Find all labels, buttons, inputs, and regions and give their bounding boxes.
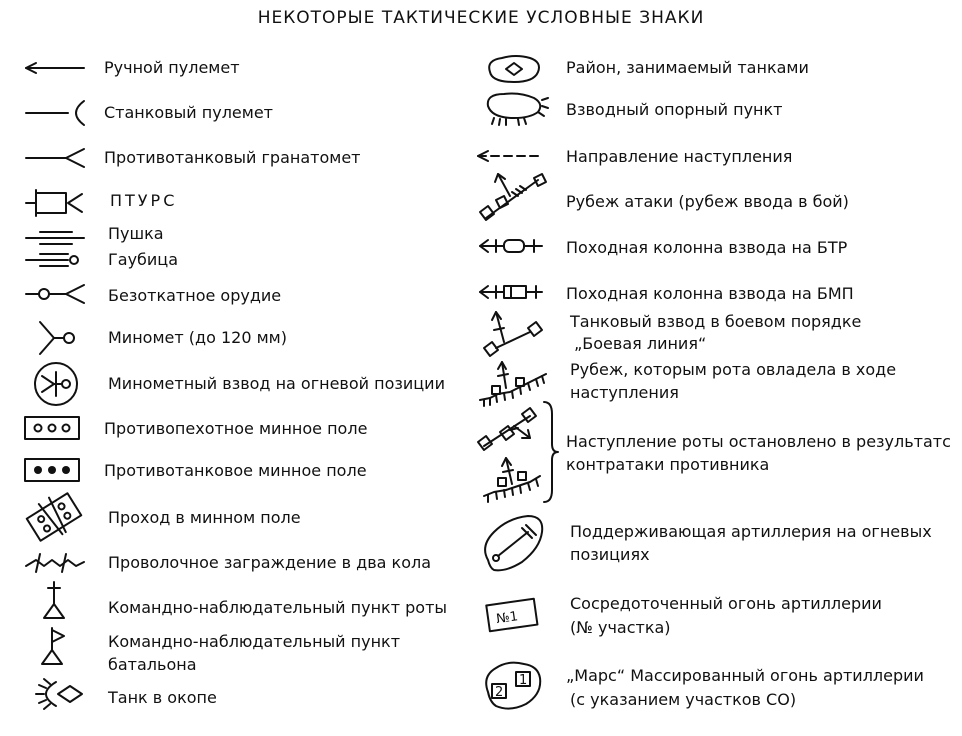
halted-advance-icon xyxy=(474,400,564,506)
bmp-column-icon xyxy=(478,282,546,302)
label-tank-area: Район, занимаемый танками xyxy=(566,58,809,77)
wire-obstacle-icon xyxy=(22,550,88,576)
minefield-passage-icon xyxy=(22,490,86,544)
platoon-strongpoint-icon xyxy=(480,88,552,128)
label-atgm: ПТУРС xyxy=(110,191,178,210)
label-attack-line: Рубеж атаки (рубеж ввода в бой) xyxy=(566,192,849,211)
mortar-platoon-icon xyxy=(32,360,82,408)
grenade-launcher-icon xyxy=(22,146,88,170)
label-entrenched-tank: Танк в окопе xyxy=(108,688,217,707)
label-massed-fire-1: „Марс“ Массированный огонь артиллерии xyxy=(566,666,924,685)
label-halted-advance-2: контратаки противника xyxy=(566,455,770,474)
label-recoilless-gun: Безоткатное орудие xyxy=(108,286,282,305)
antitank-minefield-icon xyxy=(22,456,82,484)
label-minefield-passage: Проход в минном поле xyxy=(108,508,301,527)
label-tank-platoon-line-1: Танковый взвод в боевом порядке xyxy=(570,312,862,331)
massed-fire-sector-a: 2 xyxy=(495,685,504,700)
page-title: НЕКОТОРЫЕ ТАКТИЧЕСКИЕ УСЛОВНЫЕ ЗНАКИ xyxy=(257,8,705,28)
company-command-post-icon xyxy=(38,580,72,622)
label-antipersonnel-minefield: Противопехотное минное поле xyxy=(104,419,368,438)
massed-fire-icon xyxy=(478,656,550,712)
label-concentrated-fire-1: Сосредоточенный огонь артиллерии xyxy=(570,594,882,613)
label-massed-fire-2: (с указанием участков СО) xyxy=(570,690,797,709)
antipersonnel-minefield-icon xyxy=(22,414,82,442)
concentrated-fire-number: №1 xyxy=(495,609,519,628)
label-howitzer: Гаубица xyxy=(108,250,178,269)
label-captured-line-2: наступления xyxy=(570,383,679,402)
label-supporting-artillery-2: позициях xyxy=(570,545,650,564)
howitzer-icon xyxy=(22,250,88,268)
mortar-icon xyxy=(36,318,86,360)
label-cannon: Пушка xyxy=(108,224,164,243)
battalion-command-post-icon xyxy=(38,626,72,668)
label-light-machine-gun: Ручной пулемет xyxy=(104,58,240,77)
label-concentrated-fire-2: (№ участка) xyxy=(570,618,671,637)
label-grenade-launcher: Противотанковый гранатомет xyxy=(104,148,361,167)
label-captured-line-1: Рубеж, которым рота овладела в ходе xyxy=(570,360,897,379)
tank-area-icon xyxy=(482,52,544,86)
label-btr-column: Походная колонна взвода на БТР xyxy=(566,238,848,257)
heavy-machine-gun-icon xyxy=(22,98,88,128)
cannon-icon xyxy=(22,228,88,246)
label-company-command-post: Командно-наблюдательный пункт роты xyxy=(108,598,448,617)
recoilless-gun-icon xyxy=(22,282,92,306)
atgm-icon xyxy=(22,186,88,220)
supporting-artillery-icon xyxy=(478,510,550,576)
label-antitank-minefield: Противотанковое минное поле xyxy=(104,461,367,480)
label-attack-direction: Направление наступления xyxy=(566,147,793,166)
label-wire-obstacle: Проволочное заграждение в два кола xyxy=(108,553,432,572)
attack-line-icon xyxy=(476,170,550,226)
btr-column-icon xyxy=(478,236,546,256)
massed-fire-sector-b: 1 xyxy=(519,673,528,688)
label-mortar: Миномет (до 120 мм) xyxy=(108,328,287,347)
label-mortar-platoon: Минометный взвод на огневой позиции xyxy=(108,374,445,393)
label-bmp-column: Походная колонна взвода на БМП xyxy=(566,284,854,303)
light-machine-gun-icon xyxy=(22,60,88,76)
label-tank-platoon-line-2: „Боевая линия“ xyxy=(574,334,707,353)
label-platoon-strongpoint: Взводный опорный пункт xyxy=(566,100,783,119)
label-battalion-command-post-line1: Командно-наблюдательный пункт xyxy=(108,632,401,651)
concentrated-fire-icon xyxy=(482,596,544,636)
label-halted-advance-1: Наступление роты остановлено в результатс xyxy=(566,432,951,451)
label-heavy-machine-gun: Станковый пулемет xyxy=(104,103,273,122)
label-battalion-command-post-line2: батальона xyxy=(108,655,197,674)
entrenched-tank-icon xyxy=(22,674,88,714)
attack-direction-icon xyxy=(476,148,546,164)
label-supporting-artillery-1: Поддерживающая артиллерия на огневых xyxy=(570,522,932,541)
